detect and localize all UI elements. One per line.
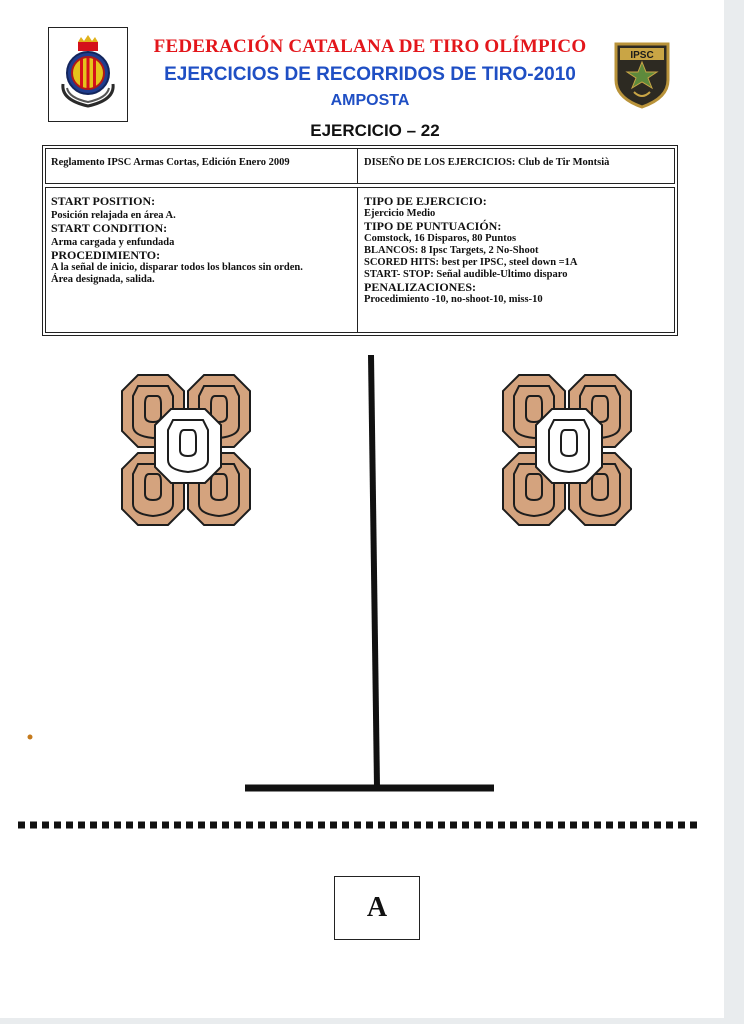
start-stop-value: START- STOP: Señal audible-Ultimo disparo xyxy=(364,269,568,280)
no-shoot-target xyxy=(536,409,602,483)
scored-hits-value: SCORED HITS: best per IPSC, steel down =1A xyxy=(364,257,578,268)
target-array-left xyxy=(122,375,250,525)
targets-value: BLANCOS: 8 Ipsc Targets, 2 No-Shoot xyxy=(364,245,539,256)
scoring-label: TIPO DE PUNTUACIÓN: xyxy=(364,219,502,233)
document-subtitle: EJERCICIOS DE RECORRIDOS DE TIRO-2010 xyxy=(164,64,576,85)
procedure-line-1: A la señal de inicio, disparar todos los blancos sin orden. xyxy=(51,262,303,273)
start-position-value: Posición relajada en área A. xyxy=(51,210,176,221)
start-condition-label: START CONDITION: xyxy=(51,221,168,235)
penalties-label: PENALIZACIONES: xyxy=(364,280,477,294)
type-value: Ejercicio Medio xyxy=(364,208,436,219)
no-shoot-target xyxy=(155,409,221,483)
target-array-right xyxy=(503,375,631,525)
start-condition-value: Arma cargada y enfundada xyxy=(51,237,175,248)
start-area-a: A xyxy=(334,876,420,940)
procedure-line-2: Área designada, salida. xyxy=(51,274,155,285)
start-position-label: START POSITION: xyxy=(51,194,156,208)
design-text: DISEÑO DE LOS EJERCICIOS: Club de Tir Montsià xyxy=(364,157,610,168)
scoring-value: Comstock, 16 Disparos, 80 Puntos xyxy=(364,233,517,244)
ipsc-logo-text: IPSC xyxy=(630,50,654,61)
penalties-value: Procedimiento -10, no-shoot-10, miss-10 xyxy=(364,294,543,305)
regulation-text: Reglamento IPSC Armas Cortas, Edición Enero 2009 xyxy=(51,157,290,168)
type-label: TIPO DE EJERCICIO: xyxy=(364,194,487,208)
paper-speck xyxy=(28,735,33,740)
federation-title: FEDERACIÓN CATALANA DE TIRO OLÍMPICO xyxy=(153,36,587,57)
center-wall xyxy=(371,355,377,787)
exercise-number: EJERCICIO – 22 xyxy=(310,121,440,140)
procedure-label: PROCEDIMIENTO: xyxy=(51,248,161,262)
location-title: AMPOSTA xyxy=(330,92,410,109)
